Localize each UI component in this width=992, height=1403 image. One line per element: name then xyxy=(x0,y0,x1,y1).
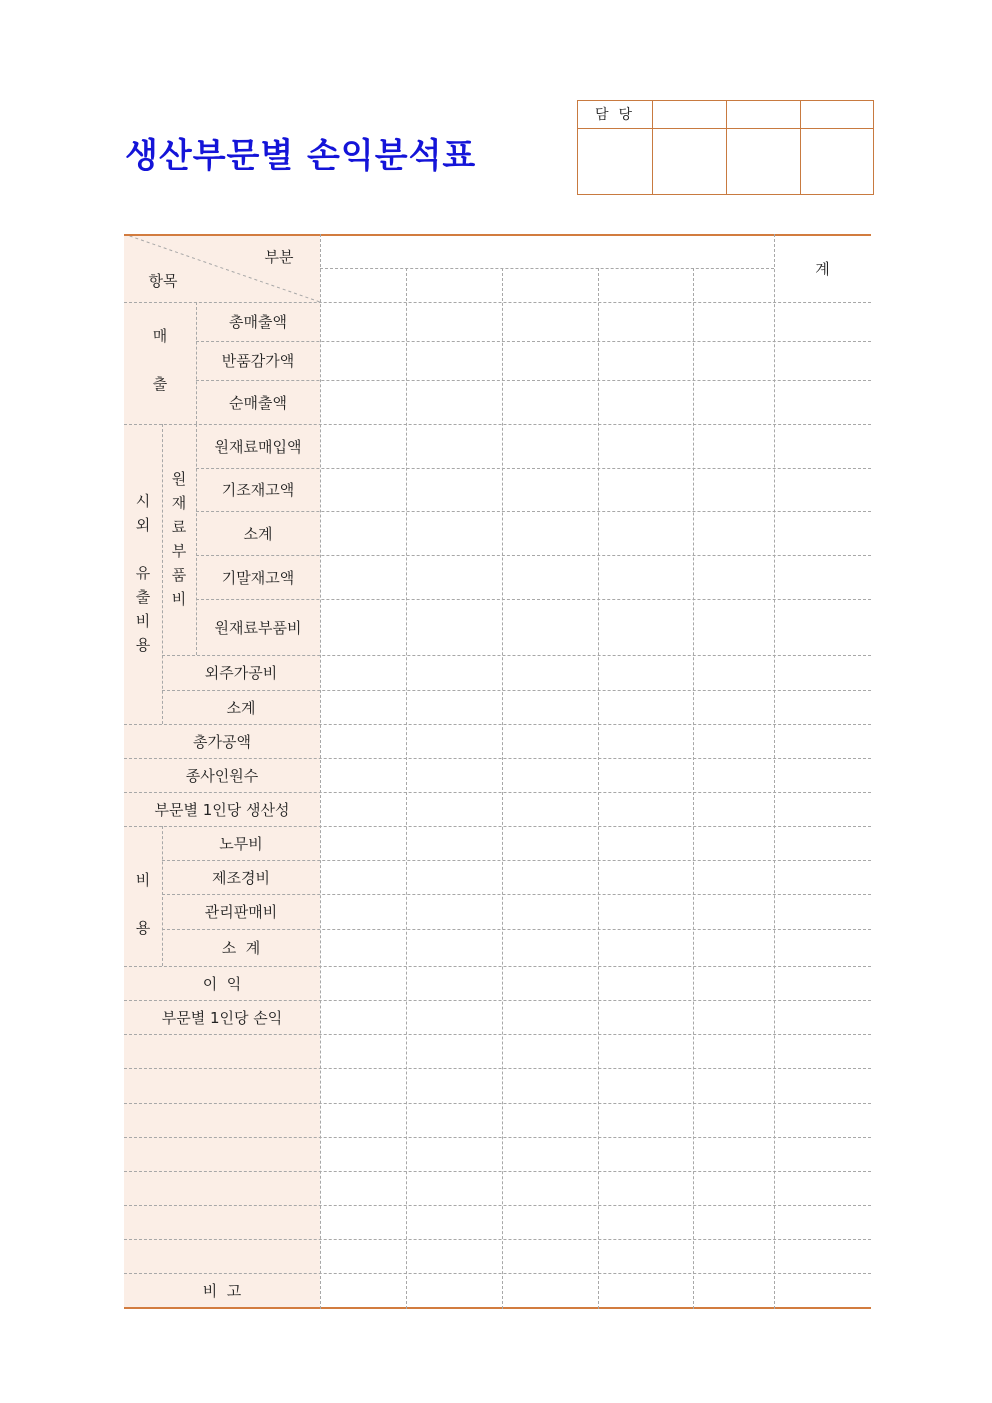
row-label-costs-subtotal: 소 계 xyxy=(221,939,261,957)
row-label-remarks: 비 고 xyxy=(202,1281,242,1300)
column-header-label: 부분 xyxy=(264,247,294,266)
row-label-labor-cost: 노무비 xyxy=(219,834,263,853)
row-label-profit: 이 익 xyxy=(202,974,242,993)
row-label-material-parts-cost: 원재료부품비 xyxy=(214,618,302,637)
approval-label: 담당 xyxy=(594,107,643,123)
row-label-admin-sales-expense: 관리판매비 xyxy=(204,903,278,921)
row-label-gross-sales: 총매출액 xyxy=(229,313,287,331)
row-label-closing-inventory: 기말재고액 xyxy=(221,568,295,587)
row-label-productivity-per-person: 부문별 1인당 생산성 xyxy=(154,800,290,819)
row-label-total-processing: 총가공액 xyxy=(193,732,251,751)
row-header-label: 항목 xyxy=(148,271,178,290)
approval-box xyxy=(577,100,874,195)
row-label-net-sales: 순매출액 xyxy=(229,393,287,412)
raw-material-group-label: 원 재 료 부 품 비 xyxy=(171,470,187,608)
external-outflow-group-label: 시 외 유 출 비 용 xyxy=(135,492,151,654)
row-label-employees: 종사인원수 xyxy=(185,766,259,785)
row-label-material-subtotal: 소계 xyxy=(243,524,273,543)
row-label-material-purchase: 원재료매입액 xyxy=(214,437,302,456)
row-label-external-subtotal: 소계 xyxy=(226,698,256,717)
page-title: 생산부문별 손익분석표 xyxy=(125,136,477,176)
row-label-manufacturing-expense: 제조경비 xyxy=(212,868,270,887)
total-column-label: 계 xyxy=(815,259,830,278)
row-label-opening-inventory: 기조재고액 xyxy=(221,481,295,499)
profit-loss-table xyxy=(124,234,871,1309)
row-label-profit-per-person: 부문별 1인당 손익 xyxy=(161,1008,283,1027)
sales-group-label: 매 출 xyxy=(152,327,168,393)
costs-group-label: 비 용 xyxy=(135,871,151,937)
row-label-returns: 반품감가액 xyxy=(221,352,295,370)
row-label-outsourcing-cost: 외주가공비 xyxy=(204,664,278,682)
